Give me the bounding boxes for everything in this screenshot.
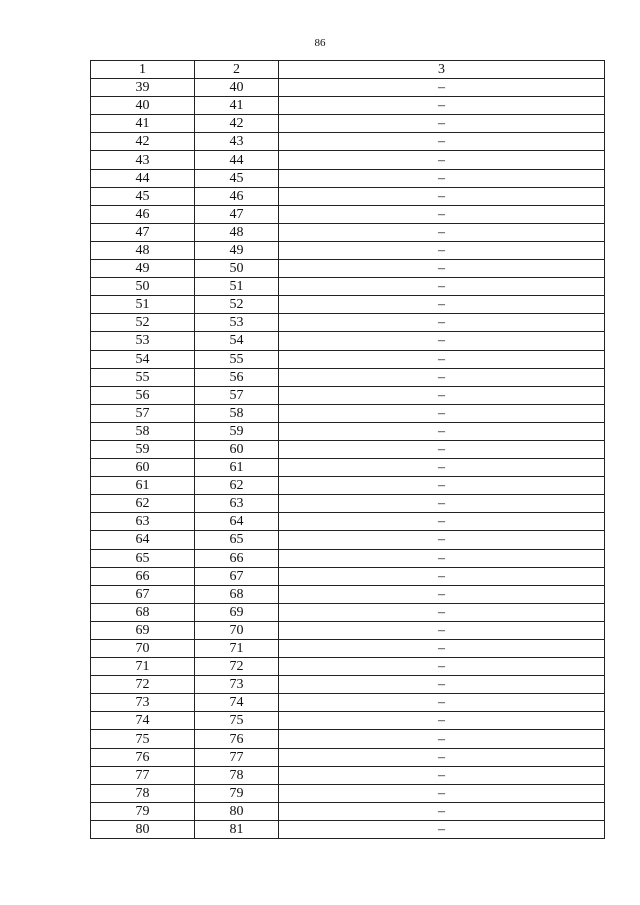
table-header-row: [91, 61, 605, 79]
table-cell-col2: 79: [195, 784, 279, 802]
table-row: [91, 766, 605, 784]
table-cell-col2: 74: [195, 694, 279, 712]
table-cell-col1: 50: [91, 278, 195, 296]
table-cell-col1: 48: [91, 241, 195, 259]
table-cell-col3: –: [279, 712, 605, 730]
table-cell-col3: –: [279, 585, 605, 603]
table-row: [91, 79, 605, 97]
table-row: [91, 422, 605, 440]
table-cell-col2: 62: [195, 477, 279, 495]
table-row: [91, 278, 605, 296]
table-cell-col2: 70: [195, 621, 279, 639]
table-cell-col3: –: [279, 567, 605, 585]
table-cell-col1: 52: [91, 314, 195, 332]
table-row: [91, 658, 605, 676]
table-row: [91, 260, 605, 278]
table-cell-col1: 39: [91, 79, 195, 97]
table-cell-col1: 49: [91, 260, 195, 278]
table-cell-col1: 64: [91, 531, 195, 549]
table-cell-col3: –: [279, 820, 605, 838]
table-cell-col2: 63: [195, 495, 279, 513]
table-cell-col3: –: [279, 223, 605, 241]
table-row: [91, 205, 605, 223]
table-row: [91, 314, 605, 332]
table-cell-col3: –: [279, 79, 605, 97]
table-cell-col1: 67: [91, 585, 195, 603]
table-cell-col1: 65: [91, 549, 195, 567]
table-row: [91, 459, 605, 477]
table-cell-col3: –: [279, 640, 605, 658]
table-cell-col1: 54: [91, 350, 195, 368]
page-number: 86: [314, 37, 326, 49]
table-cell-col2: 80: [195, 802, 279, 820]
table-cell-col3: –: [279, 676, 605, 694]
table-cell-col1: 42: [91, 133, 195, 151]
table-cell-col2: 73: [195, 676, 279, 694]
table-cell-col2: 71: [195, 640, 279, 658]
table-row: [91, 296, 605, 314]
table-cell-col1: 51: [91, 296, 195, 314]
table-cell-col2: 54: [195, 332, 279, 350]
table-cell-col3: –: [279, 422, 605, 440]
table-cell-col3: –: [279, 260, 605, 278]
table-cell-col2: 68: [195, 585, 279, 603]
table-row: [91, 187, 605, 205]
table-cell-col1: 44: [91, 169, 195, 187]
table-cell-col2: 49: [195, 241, 279, 259]
table-cell-col1: 53: [91, 332, 195, 350]
table-row: [91, 386, 605, 404]
table-cell-col1: 75: [91, 730, 195, 748]
table-cell-col1: 77: [91, 766, 195, 784]
table-row: [91, 223, 605, 241]
table-cell-col3: –: [279, 404, 605, 422]
table-cell-col1: 79: [91, 802, 195, 820]
table-cell-col1: 59: [91, 440, 195, 458]
table-cell-col1: 74: [91, 712, 195, 730]
table-cell-col2: 45: [195, 169, 279, 187]
table-cell-col3: –: [279, 730, 605, 748]
table-row: [91, 712, 605, 730]
table-cell-col2: 60: [195, 440, 279, 458]
table-row: [91, 495, 605, 513]
table-cell-col2: 77: [195, 748, 279, 766]
table-row: [91, 802, 605, 820]
table-row: [91, 350, 605, 368]
table-row: [91, 603, 605, 621]
table-cell-col1: 43: [91, 151, 195, 169]
table-cell-col1: 72: [91, 676, 195, 694]
table-cell-col2: 72: [195, 658, 279, 676]
table-row: [91, 97, 605, 115]
table-cell-col1: 46: [91, 205, 195, 223]
table-cell-col2: 57: [195, 386, 279, 404]
table-cell-col3: –: [279, 603, 605, 621]
table-row: [91, 694, 605, 712]
table-cell-col2: 67: [195, 567, 279, 585]
table-cell-col1: 78: [91, 784, 195, 802]
table-row: [91, 115, 605, 133]
table-row: [91, 169, 605, 187]
table-row: [91, 676, 605, 694]
table-cell-col2: 44: [195, 151, 279, 169]
table-cell-col3: –: [279, 368, 605, 386]
table-row: [91, 820, 605, 838]
table-cell-col3: –: [279, 694, 605, 712]
table-cell-col1: 47: [91, 223, 195, 241]
table-cell-col3: –: [279, 766, 605, 784]
table-cell-col1: 40: [91, 97, 195, 115]
table-row: [91, 404, 605, 422]
table-row: [91, 748, 605, 766]
table-cell-col1: 55: [91, 368, 195, 386]
table-row: [91, 531, 605, 549]
table-cell-col2: 47: [195, 205, 279, 223]
column-header-3: 3: [279, 61, 605, 79]
table-cell-col2: 53: [195, 314, 279, 332]
table-cell-col3: –: [279, 187, 605, 205]
table-cell-col3: –: [279, 531, 605, 549]
table-cell-col1: 45: [91, 187, 195, 205]
table-cell-col1: 62: [91, 495, 195, 513]
table-cell-col3: –: [279, 314, 605, 332]
table-cell-col1: 73: [91, 694, 195, 712]
table-cell-col3: –: [279, 151, 605, 169]
table-cell-col2: 55: [195, 350, 279, 368]
table-cell-col2: 66: [195, 549, 279, 567]
table-cell-col1: 58: [91, 422, 195, 440]
table-cell-col1: 61: [91, 477, 195, 495]
table-cell-col3: –: [279, 621, 605, 639]
table-cell-col2: 78: [195, 766, 279, 784]
table-row: [91, 549, 605, 567]
table-cell-col2: 48: [195, 223, 279, 241]
table-cell-col3: –: [279, 477, 605, 495]
table-row: [91, 368, 605, 386]
table-cell-col3: –: [279, 658, 605, 676]
table-cell-col2: 65: [195, 531, 279, 549]
table-cell-col3: –: [279, 205, 605, 223]
table-cell-col1: 71: [91, 658, 195, 676]
table-row: [91, 332, 605, 350]
table-cell-col2: 50: [195, 260, 279, 278]
table-row: [91, 784, 605, 802]
table-cell-col3: –: [279, 278, 605, 296]
table-cell-col3: –: [279, 350, 605, 368]
table-cell-col1: 76: [91, 748, 195, 766]
table-cell-col3: –: [279, 296, 605, 314]
table-row: [91, 567, 605, 585]
table-cell-col3: –: [279, 332, 605, 350]
table-cell-col1: 63: [91, 513, 195, 531]
table-cell-col2: 43: [195, 133, 279, 151]
table-row: [91, 640, 605, 658]
table-cell-col3: –: [279, 241, 605, 259]
table-cell-col1: 60: [91, 459, 195, 477]
table-cell-col2: 58: [195, 404, 279, 422]
table-cell-col3: –: [279, 440, 605, 458]
column-header-2: 2: [195, 61, 279, 79]
table-cell-col2: 69: [195, 603, 279, 621]
table-cell-col3: –: [279, 459, 605, 477]
table-row: [91, 477, 605, 495]
table-row: [91, 241, 605, 259]
table-cell-col1: 68: [91, 603, 195, 621]
table-cell-col3: –: [279, 495, 605, 513]
data-table: [90, 60, 605, 839]
table-cell-col1: 57: [91, 404, 195, 422]
table-row: [91, 133, 605, 151]
table-cell-col3: –: [279, 549, 605, 567]
table-cell-col1: 70: [91, 640, 195, 658]
table-cell-col3: –: [279, 386, 605, 404]
table-cell-col3: –: [279, 802, 605, 820]
table-cell-col1: 80: [91, 820, 195, 838]
table-cell-col3: –: [279, 784, 605, 802]
table-body: [91, 79, 605, 839]
table-cell-col3: –: [279, 115, 605, 133]
table-row: [91, 513, 605, 531]
table-row: [91, 151, 605, 169]
table-cell-col2: 81: [195, 820, 279, 838]
table-cell-col2: 56: [195, 368, 279, 386]
table-row: [91, 730, 605, 748]
table-cell-col2: 64: [195, 513, 279, 531]
table-cell-col3: –: [279, 748, 605, 766]
table-cell-col2: 59: [195, 422, 279, 440]
table-cell-col2: 52: [195, 296, 279, 314]
column-header-1: 1: [91, 61, 195, 79]
table-cell-col3: –: [279, 513, 605, 531]
table-cell-col2: 61: [195, 459, 279, 477]
table-cell-col1: 41: [91, 115, 195, 133]
table-cell-col2: 40: [195, 79, 279, 97]
table-cell-col1: 69: [91, 621, 195, 639]
table-cell-col3: –: [279, 169, 605, 187]
table-cell-col2: 46: [195, 187, 279, 205]
table-cell-col2: 76: [195, 730, 279, 748]
table-cell-col2: 41: [195, 97, 279, 115]
table-row: [91, 440, 605, 458]
table-cell-col3: –: [279, 97, 605, 115]
table-cell-col1: 56: [91, 386, 195, 404]
table-cell-col2: 51: [195, 278, 279, 296]
table-cell-col2: 42: [195, 115, 279, 133]
table-row: [91, 585, 605, 603]
table-cell-col3: –: [279, 133, 605, 151]
table-row: [91, 621, 605, 639]
table-cell-col2: 75: [195, 712, 279, 730]
table-cell-col1: 66: [91, 567, 195, 585]
